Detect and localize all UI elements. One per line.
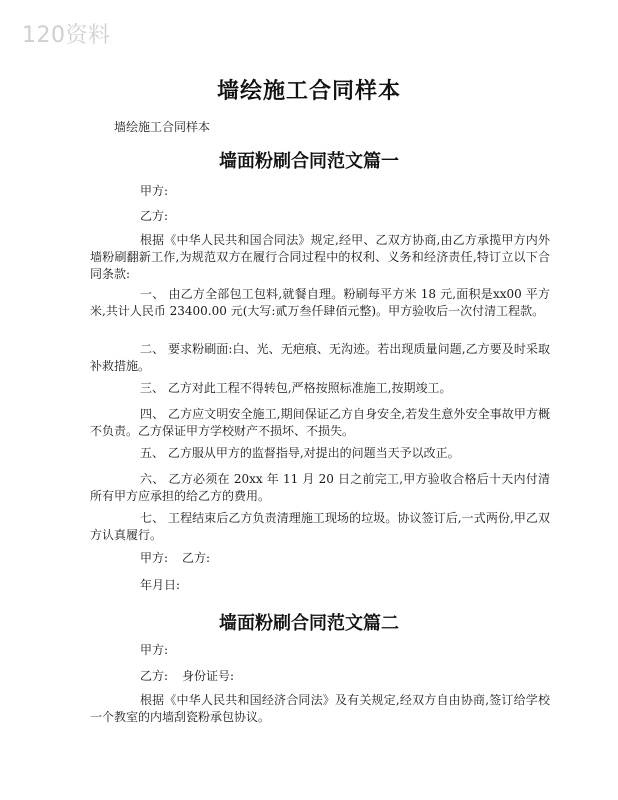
- clause-2: 二、 要求粉刷面:白、光、无疤痕、无沟迹。若出现质量问题,乙方要及时采取补救措施。: [90, 342, 550, 373]
- section-1-signatures: [140, 550, 210, 566]
- section-2-intro: 根据《中华人民共和国经济合同法》及有关规定,经双方自由协商,签订给学校一个教室的内墙刮瓷粉承包协议。: [90, 693, 550, 724]
- section-2-id-label: 身份证号:: [182, 669, 235, 683]
- section-1-party-b: 乙方:: [140, 209, 169, 223]
- section-2-party-b-row: [140, 668, 234, 684]
- section-1-sign-b: 乙方:: [182, 551, 211, 565]
- clause-1: 一、 由乙方全部包工包料,就餐自理。粉刷每平方米 18 元,面积是xx00 平方米,共计人民币 23400.00 元(大写:贰万叁仟肆佰元整)。甲方验收后一次付清工程款。: [90, 287, 550, 318]
- clause-7: 七、 工程结束后乙方负责清理施工现场的垃圾。协议签订后,一式两份,甲乙双方认真履行。: [90, 511, 550, 542]
- document-subtitle: 墙绘施工合同样本: [114, 120, 211, 134]
- section-1-intro: 根据《中华人民共和国合同法》规定,经甲、乙双方协商,由乙方承揽甲方内外墙粉刷翻新工作,为规范双方在履行合同过程中的权利、义务和经济责任,特订立以下合同条款:: [90, 233, 550, 281]
- section-1-sign-a: 甲方:: [140, 551, 169, 565]
- section-2-party-b: 乙方:: [140, 669, 169, 683]
- section-1-date: 年月日:: [140, 578, 181, 592]
- section-1-heading: 墙面粉刷合同范文篇一: [219, 151, 399, 172]
- clause-3: 三、 乙方对此工程不得转包,严格按照标准施工,按期竣工。: [140, 381, 452, 395]
- section-2-party-a: 甲方:: [140, 643, 169, 657]
- clause-6: 六、 乙方必须在 20xx 年 11 月 20 日之前完工,甲方验收合格后十天内付清所有甲方应承担的给乙方的费用。: [90, 472, 550, 503]
- watermark-logo: 120资料: [22, 23, 111, 48]
- section-2-heading: 墙面粉刷合同范文篇二: [219, 613, 399, 634]
- clause-4: 四、 乙方应文明安全施工,期间保证乙方自身安全,若发生意外安全事故甲方概不负责。乙方保证甲方学校财产不损坏、不损失。: [90, 407, 550, 438]
- section-1-party-a: 甲方:: [140, 184, 169, 198]
- document-title: 墙绘施工合同样本: [216, 78, 401, 104]
- clause-5: 五、 乙方服从甲方的监督指导,对提出的问题当天予以改正。: [140, 446, 460, 460]
